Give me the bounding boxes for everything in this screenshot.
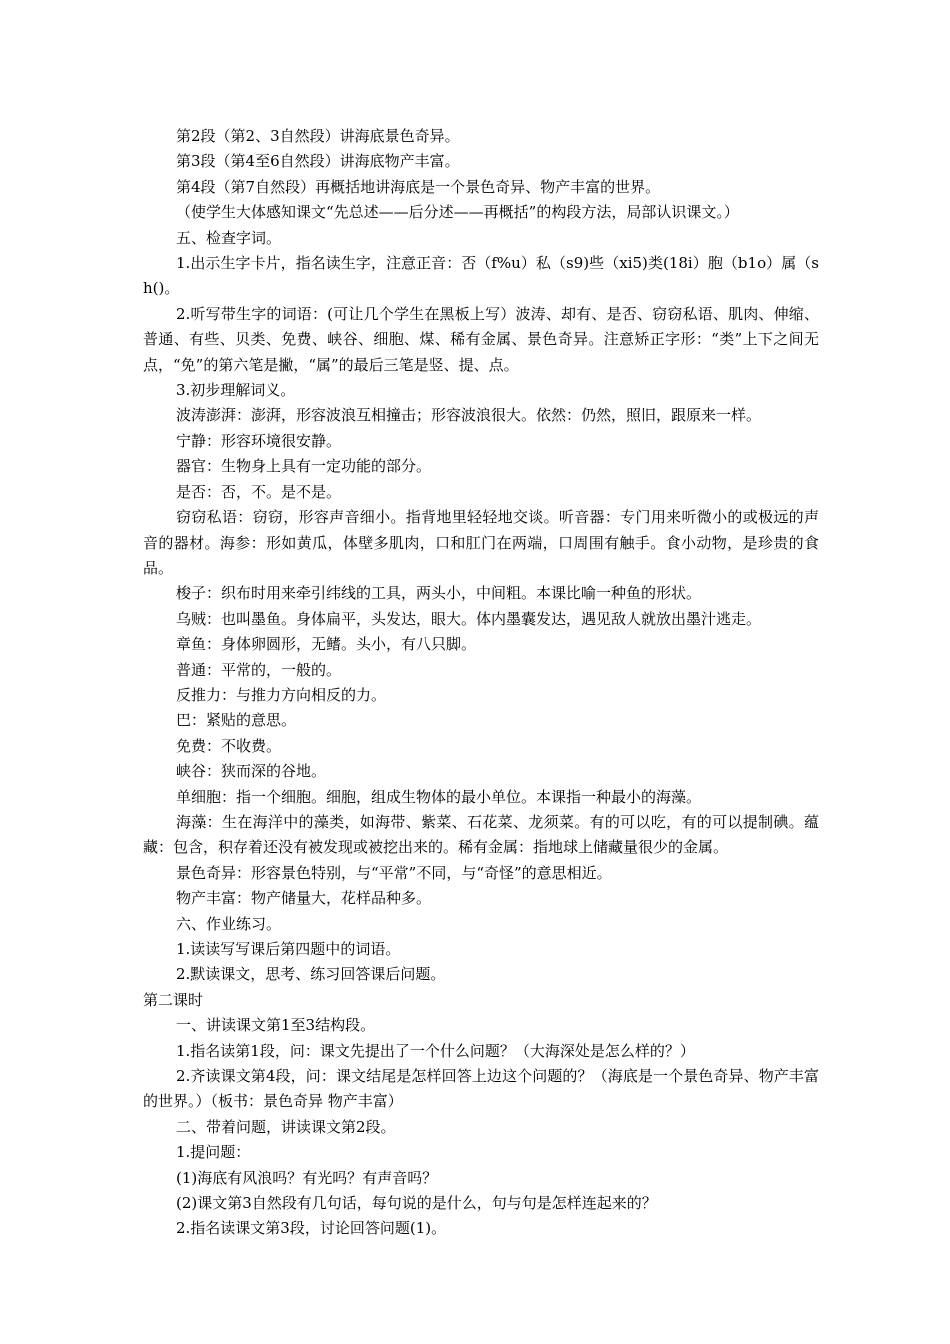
paragraph: 2.齐读课文第4段，问：课文结尾是怎样回答上边这个问题的？（海底是一个景色奇异、物产丰富的世界。）（板书：景色奇异 物产丰富） [143, 1067, 819, 1111]
paragraph: (2)课文第3自然段有几句话，每句说的是什么，句与句是怎样连起来的？ [176, 1194, 657, 1213]
section-heading: 一、讲读课文第1至3结构段。 [176, 1016, 376, 1035]
definition-item: 物产丰富：物产储量大，花样品种多。 [176, 889, 432, 908]
paragraph: 1.提问题： [176, 1143, 251, 1162]
definition-item: 反推力：与推力方向相反的力。 [176, 685, 387, 704]
paragraph: 3.初步理解词义。 [176, 381, 296, 400]
definition-item: 波涛澎湃：澎湃，形容波浪互相撞击；形容波浪很大。依然：仍然，照旧，跟原来一样。 [176, 406, 762, 425]
definition-item: 是否：否，不。是不是。 [176, 482, 342, 501]
section-heading: 二、带着问题，讲读课文第2段。 [176, 1117, 396, 1136]
paragraph: 2.默读课文，思考、练习回答课后问题。 [176, 965, 446, 984]
lesson-heading: 第二课时 [143, 990, 204, 1009]
definition-item: 免费：不收费。 [176, 736, 282, 755]
definition-item: 章鱼：身体卵圆形，无鳍。头小，有八只脚。 [176, 635, 477, 654]
paragraph: 1.指名读第1段，问：课文先提出了一个什么问题？（大海深处是怎么样的？） [176, 1041, 695, 1060]
paragraph: (1)海底有风浪吗？有光吗？有声音吗？ [176, 1168, 438, 1187]
definition-item: 乌贼：也叫墨鱼。身体扁平，头发达，眼大。体内墨囊发达，遇见敌人就放出墨汁逃走。 [176, 609, 762, 628]
paragraph: （使学生大体感知课文“先总述——后分述——再概括”的构段方法，局部认识课文。） [176, 203, 739, 222]
paragraph: 第3段（第4至6自然段）讲海底物产丰富。 [176, 152, 460, 171]
definition-item: 巴：紧贴的意思。 [176, 711, 297, 730]
section-heading: 五、检查字词。 [176, 228, 282, 247]
definition-item: 海藻：生在海洋中的藻类，如海带、紫菜、石花菜、龙须菜。有的可以吃，有的可以提制碘。蕴藏：包含，积存着还没有被发现或被挖出来的。稀有金属：指地球上储藏量很少的金属。 [143, 812, 819, 857]
paragraph: 1.出示生字卡片，指名读生字，注意正音：否（f%u）私（s9)些（xi5)类(18i）胞（b1o）属（sh()。 [143, 254, 819, 298]
definition-item: 景色奇异：形容景色特别，与“平常”不同，与“奇怪”的意思相近。 [176, 863, 612, 882]
paragraph: 第2段（第2、3自然段）讲海底景色奇异。 [176, 127, 460, 145]
definition-item: 器官：生物身上具有一定功能的部分。 [176, 457, 432, 476]
paragraph: 2.指名读课文第3段，讨论回答问题(1)。 [176, 1219, 447, 1238]
definition-item: 宁静：形容环境很安静。 [176, 431, 342, 450]
paragraph: 2.听写带生字的词语：(可让几个学生在黑板上写）波涛、却有、是否、窃窃私语、肌肉、伸缩、普通、有些、贝类、免费、峡谷、细胞、煤、稀有金属、景色奇异。注意矫正字形：“类”上下之间无点，“免”的第六笔是撇，“属”的最后三笔是竖、提、点。 [143, 304, 819, 374]
definition-item: 窃窃私语：窃窃，形容声音细小。指背地里轻轻地交谈。听音器：专门用来听微小的或极远的声音的器材。海参：形如黄瓜，体壁多肌肉，口和肛门在两端，口周围有触手。食小动物，是珍贵的食品。 [143, 508, 819, 577]
definition-item: 峡谷：狭而深的谷地。 [176, 762, 327, 781]
paragraph: 1.读读写写课后第四题中的词语。 [176, 940, 401, 958]
document-body [143, 124, 819, 1242]
section-heading: 六、作业练习。 [176, 914, 282, 933]
definition-item: 梭子：织布时用来牵引纬线的工具，两头小，中间粗。本课比喻一种鱼的形状。 [176, 584, 702, 603]
paragraph: 第4段（第7自然段）再概括地讲海底是一个景色奇异、物产丰富的世界。 [176, 177, 661, 196]
definition-item: 普通：平常的，一般的。 [176, 660, 342, 679]
definition-item: 单细胞：指一个细胞。细胞，组成生物体的最小单位。本课指一种最小的海藻。 [176, 787, 702, 806]
